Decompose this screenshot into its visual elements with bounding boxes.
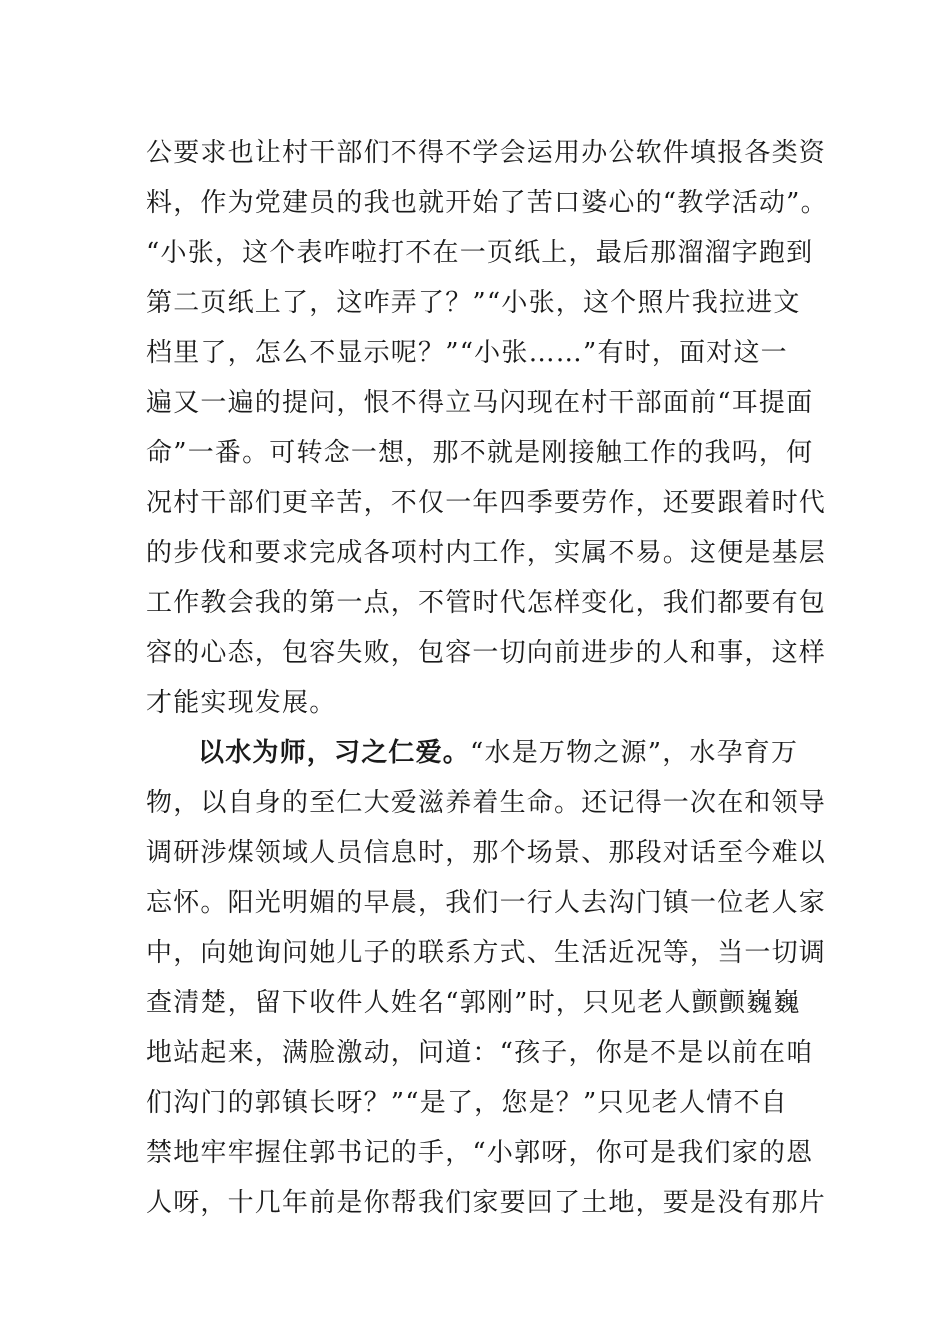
- text-line: 况村干部们更辛苦，不仅一年四季要劳作，还要跟着时代: [146, 488, 827, 518]
- text-line: 遍又一遍的提问，恨不得立马闪现在村干部面前“耳提面: [146, 388, 814, 418]
- text-line: 才能实现发展。: [146, 688, 337, 718]
- text-line: 禁地牢牢握住郭书记的手，“小郭呀，你可是我们家的恩: [146, 1138, 814, 1168]
- text-line: 们沟门的郭镇长呀？”“是了，您是？”只见老人情不自: [146, 1088, 788, 1118]
- text-line: 物，以自身的至仁大爱滋养着生命。还记得一次在和领导: [146, 788, 827, 818]
- text-line: 人呀，十几年前是你帮我们家要回了土地，要是没有那片: [146, 1188, 827, 1218]
- text-line: 命”一番。可转念一想，那不就是刚接触工作的我吗，何: [146, 438, 814, 468]
- text-line: 的步伐和要求完成各项村内工作，实属不易。这便是基层: [146, 538, 827, 568]
- text-line: 容的心态，包容失败，包容一切向前进步的人和事，这样: [146, 638, 827, 668]
- body-text: [146, 128, 828, 1228]
- text-line: 料，作为党建员的我也就开始了苦口婆心的“教学活动”。: [146, 188, 828, 218]
- paragraph-2-first-line: [146, 728, 806, 778]
- paragraph-first-line-text: “水是万物之源”，水孕育万: [470, 738, 799, 768]
- text-line: 第二页纸上了，这咋弄了？”“小张，这个照片我拉进文: [146, 288, 801, 318]
- text-line: 公要求也让村干部们不得不学会运用办公软件填报各类资: [146, 138, 827, 168]
- text-line: “小张，这个表咋啦打不在一页纸上，最后那溜溜字跑到: [146, 238, 814, 268]
- text-line: 中，向她询问她儿子的联系方式、生活近况等，当一切调: [146, 938, 827, 968]
- text-line: 调研涉煤领域人员信息时，那个场景、那段对话至今难以: [146, 838, 827, 868]
- text-line: 查清楚，留下收件人姓名“郭刚”时，只见老人颤颤巍巍: [146, 988, 801, 1018]
- text-line: 地站起来，满脸激动，问道：“孩子，你是不是以前在咱: [146, 1038, 814, 1068]
- text-line: 忘怀。阳光明媚的早晨，我们一行人去沟门镇一位老人家: [146, 888, 827, 918]
- text-line: 工作教会我的第一点，不管时代怎样变化，我们都要有包: [146, 588, 827, 618]
- paragraph-heading: 以水为师，习之仁爱。: [198, 738, 471, 768]
- text-line: 档里了，怎么不显示呢？”“小张……”有时，面对这一: [146, 338, 788, 368]
